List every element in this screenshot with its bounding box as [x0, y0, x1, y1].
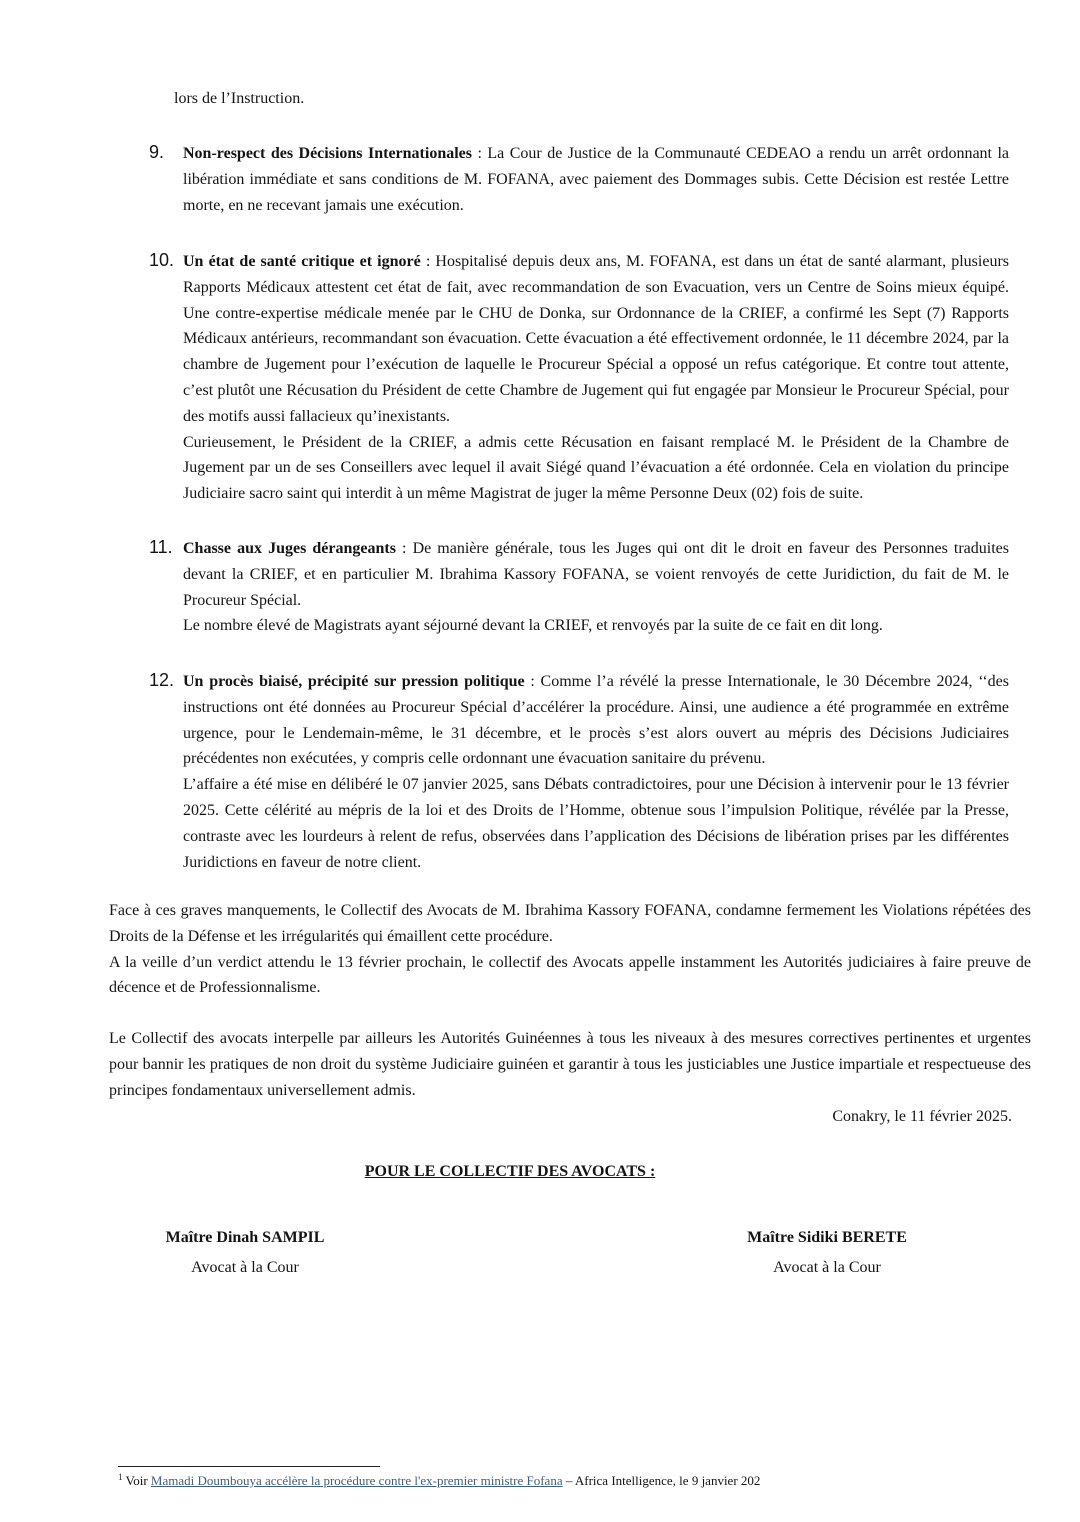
item-text: Le nombre élevé de Magistrats ayant séjourné devant la CRIEF, et renvoyés par la suite de ce fait en dit long. [183, 617, 883, 635]
item-number: 11. [149, 537, 173, 557]
signatory-role: Avocat à la Cour [191, 1259, 299, 1276]
list-item-11 [149, 536, 1009, 639]
item-title: Non-respect des Décisions Internationales [183, 145, 472, 162]
item-title: Un procès biaisé, précipité sur pression politique [183, 673, 525, 690]
item-text: Curieusement, le Président de la CRIEF, a admis cette Récusation en faisant remplacé M. le Président de la Chambre de Jugement par un de ses Conseillers avec lequel il avait Siégé quand l’évacuation a été ordonnée. Cela en violation du principe Judiciaire sacro saint qui interdit à un même Magistrat de juger la même Personne Deux (02) fois de suite. [183, 433, 1009, 503]
signatory-left [158, 1223, 332, 1283]
closing-text: A la veille d’un verdict attendu le 13 février prochain, le collectif des Avocats appelle instamment les Autorités judiciaires à faire preuve de décence et de Professionnalisme. [109, 953, 1031, 997]
footnote-mark: 1 [118, 1472, 123, 1482]
signatory-right [739, 1223, 915, 1283]
item-title: Chasse aux Juges dérangeants [183, 540, 396, 557]
closing-paragraph [109, 898, 1031, 1001]
signatory-role: Avocat à la Cour [773, 1259, 881, 1276]
item-text: : Hospitalisé depuis deux ans, M. FOFANA, est dans un état de santé alarmant, plusieurs Rapports Médicaux attestent cet état de fait, avec recommandation de son Evacuation, vers un Centre de Soins mieux équipé. Une contre-expertise médicale menée par le CHU de Donka, sur Ordonnance de la CRIEF, a confirmé les Sept (7) Rapports Médicaux antérieurs, recommandant son évacuation. Cette évacuation a été effectivement ordonnée, le 11 décembre 2024, par la chambre de Jugement pour l’exécution de laquelle le Procureur Spécial a opposé un refus catégorique. Et contre tout attente, c’est plutôt une Récusation du Président de cette Chambre de Jugement qui fut engagée par Monsieur le Procureur Spécial, pour des motifs aussi fallacieux qu’inexistants. [183, 253, 1010, 425]
footnote-link[interactable]: Mamadi Doumbouya accélère la procédure contre l'ex-premier ministre Fofana [150, 1473, 563, 1488]
item-title: Un état de santé critique et ignoré [183, 253, 421, 270]
closing-text: Face à ces graves manquements, le Collectif des Avocats de M. Ibrahima Kassory FOFANA, condamne fermement les Violations répétées des Droits de la Défense et les irrégularités qui émaillent cette procédure. [109, 902, 1031, 945]
item-text: : De manière générale, tous les Juges qui ont dit le droit en faveur des Personnes traduites devant la CRIEF, et en particulier M. Ibrahima Kassory FOFANA, se voient renvoyés de cette Juridiction, du fait de M. le Procureur Spécial. [183, 540, 1010, 609]
list-item-9 [149, 141, 1009, 218]
item-number: 9. [149, 142, 165, 162]
list-item-12 [149, 669, 1009, 875]
signatory-name: Maître Dinah SAMPIL [165, 1229, 325, 1246]
closing-text: Le Collectif des avocats interpelle par ailleurs les Autorités Guinéennes à tous les niveaux à des mesures correctives pertinentes et urgentes pour bannir les pratiques de non droit du système Judiciaire guinéen et garantir à tous les justiciables une Justice impartiale et respectueuse des principes fondamentaux universellement admis. [109, 1030, 1031, 1099]
date-line: Conakry, le 11 février 2025. [832, 1108, 1012, 1125]
footnote-suffix: – Africa Intelligence, le 9 janvier 202 [562, 1473, 761, 1488]
item-number: 12. [149, 670, 175, 690]
footnote-separator [118, 1466, 380, 1467]
item-number: 10. [149, 250, 175, 270]
item-text: : Comme l’a révélé la presse Internationale, le 30 Décembre 2024, ‘‘des instructions ont été données au Procureur Spécial d’accélérer la procédure. Ainsi, une audience a été programmée en extrême urgence, pour le Lendemain-même, le 31 décembre, et le procès s’est alors ouvert au mépris des Décisions Judiciaires précédentes non exécutées, y compris celle ordonnant une évacuation sanitaire du prévenu. [183, 673, 1010, 768]
footnote-prefix: Voir [122, 1473, 151, 1488]
signature-heading: POUR LE COLLECTIF DES AVOCATS : [364, 1163, 656, 1180]
item-text: L’affaire a été mise en délibéré le 07 janvier 2025, sans Débats contradictoires, pour une Décision à intervenir pour le 13 février 2025. Cette célérité au mépris de la loi et des Droits de l’Homme, obtenue sous l’impulsion Politique, révélée par la Presse, contraste avec les lourdeurs à relent de refus, observées dans l’application des Décisions de libération prises par les différentes Juridictions en faveur de notre client. [183, 776, 1009, 871]
footnote [118, 1468, 760, 1490]
list-item-10 [149, 249, 1009, 507]
signatory-name: Maître Sidiki BERETE [747, 1229, 907, 1246]
closing-paragraph-2 [109, 1026, 1031, 1103]
item-text: : La Cour de Justice de la Communauté CEDEAO a rendu un arrêt ordonnant la libération immédiate et sans conditions de M. FOFANA, avec paiement des Dommages subis. Cette Décision est restée Lettre morte, en ne recevant jamais une exécution. [183, 145, 1010, 214]
continuation-text: lors de l’Instruction. [174, 90, 305, 107]
